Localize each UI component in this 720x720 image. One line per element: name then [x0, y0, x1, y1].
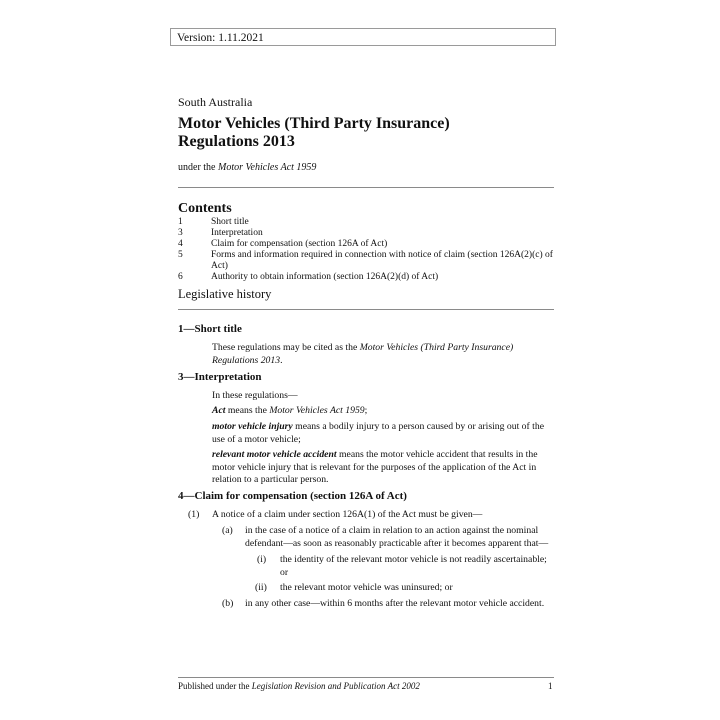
title-line-1: Motor Vehicles (Third Party Insurance)	[178, 115, 450, 132]
legislative-history-link[interactable]: Legislative history	[178, 287, 272, 301]
divider	[178, 309, 554, 310]
toc-text: Forms and information required in connection with notice of claim (section 126A(2)(c) of Act)	[211, 250, 553, 271]
toc-item[interactable]	[178, 272, 558, 283]
toc-item[interactable]	[178, 217, 558, 228]
toc-number: 6	[178, 272, 183, 282]
def-term-accident: relevant motor vehicle accident	[212, 449, 337, 460]
toc-number: 3	[178, 228, 183, 238]
enabling-act-line	[178, 162, 316, 173]
def2-text: means a bodily injury to a person caused by or arising out of the use of a motor vehicle;	[212, 421, 545, 445]
def-term-act: Act	[212, 405, 226, 416]
section-1-text	[212, 342, 552, 367]
page-number: 1	[548, 681, 553, 691]
para-b-label: (b)	[222, 598, 234, 609]
s1-prefix: These regulations may be cited as the	[212, 342, 360, 353]
def3-text: means the motor vehicle accident that results in the motor vehicle injury that is relevant for the purposes of the application of the Act in relation to a particular person.	[212, 449, 538, 485]
jurisdiction: South Australia	[178, 95, 253, 109]
subsection-1-label: (1)	[188, 509, 200, 520]
subsection-1-text: A notice of a claim under section 126A(1) of the Act must be given—	[212, 509, 483, 520]
section-3-heading: 3—Interpretation	[178, 371, 262, 383]
toc-number: 1	[178, 217, 183, 227]
section-4-heading: 4—Claim for compensation (section 126A of Act)	[178, 490, 407, 502]
contents-heading: Contents	[178, 201, 232, 216]
footer-prefix: Published under the	[178, 681, 252, 691]
toc-item[interactable]	[178, 228, 558, 239]
s1-suffix: .	[280, 354, 283, 366]
toc-text: Claim for compensation (section 126A of Act)	[211, 239, 388, 249]
toc-text: Interpretation	[211, 228, 263, 238]
toc-text: Short title	[211, 217, 249, 227]
definition-motor-vehicle-injury	[212, 421, 552, 446]
footer-act: Legislation Revision and Publication Act 2002	[251, 681, 420, 691]
def1-act-name: Motor Vehicles Act 1959	[269, 405, 365, 416]
toc-number: 4	[178, 239, 183, 249]
subpara-i-text: the identity of the relevant motor vehicle is not readily ascertainable; or	[280, 554, 547, 578]
toc-number: 5	[178, 250, 183, 260]
footer-divider	[178, 677, 554, 678]
def1-mid: means the	[225, 405, 270, 416]
toc-item[interactable]	[178, 250, 558, 272]
def-term-injury: motor vehicle injury	[212, 421, 293, 432]
footer-publication	[178, 681, 420, 691]
subpara-i-label: (i)	[257, 554, 267, 565]
def1-end: ;	[364, 405, 368, 416]
definition-act	[212, 405, 552, 418]
section-3-intro: In these regulations—	[212, 390, 298, 401]
subpara-ii-label: (ii)	[255, 582, 267, 593]
under-prefix: under the	[178, 162, 218, 173]
document-title	[178, 115, 450, 151]
table-of-contents	[178, 217, 558, 283]
s1-citation: Motor Vehicles (Third Party Insurance) Regulations 2013	[212, 342, 514, 366]
enabling-act-name: Motor Vehicles Act 1959	[218, 162, 317, 173]
para-b-text: in any other case—within 6 months after the relevant motor vehicle accident.	[245, 598, 545, 609]
toc-text: Authority to obtain information (section 126A(2)(d) of Act)	[211, 272, 439, 282]
definition-relevant-accident	[212, 449, 552, 487]
divider	[178, 187, 554, 188]
para-a-label: (a)	[222, 525, 233, 536]
section-1-heading: 1—Short title	[178, 323, 242, 335]
version-label: Version: 1.11.2021	[170, 28, 556, 46]
title-line-2: Regulations 2013	[178, 133, 295, 150]
toc-item[interactable]	[178, 239, 558, 250]
para-a-text: in the case of a notice of a claim in relation to an action against the nominal defendant—as soon as reasonably practicable after it becomes apparent that—	[245, 525, 549, 549]
subpara-ii-text: the relevant motor vehicle was uninsured; or	[280, 582, 453, 593]
